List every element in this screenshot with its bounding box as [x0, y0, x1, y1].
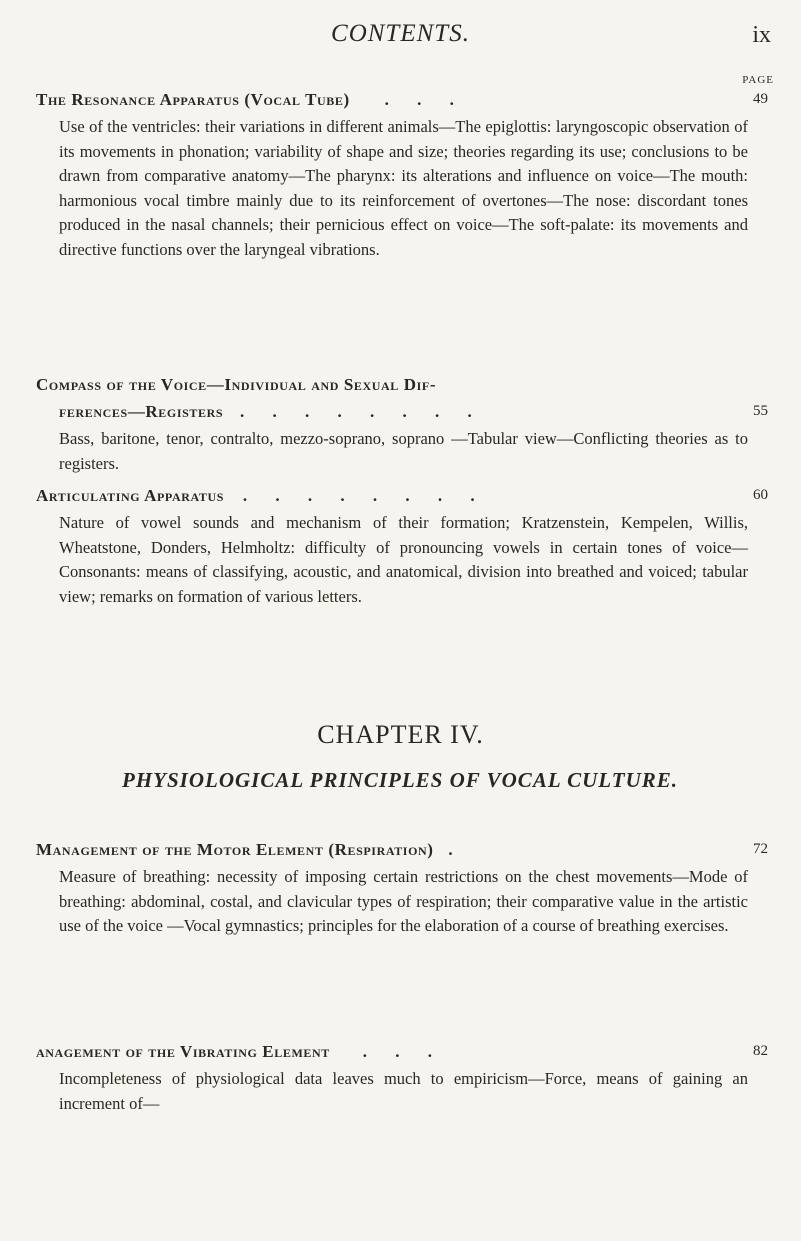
toc-entry-heading — [36, 86, 768, 113]
toc-entry-compass-of-voice — [36, 371, 768, 476]
toc-entry-heading — [36, 482, 768, 509]
toc-entry-page: 49 — [753, 91, 768, 107]
chapter-title: CHAPTER IV. — [317, 720, 484, 749]
toc-entry-title: anagement of the Vibrating Element — [36, 1042, 330, 1061]
toc-entry-description: Use of the ventricles: their variations in different animals—The epiglottis: laryngoscopic observation of its movements in phonation; variability of shape and size; theories regarding its use; conclusions to be drawn from comparative anatomy—The pharynx: its alterations and influence on voice—The mouth: harmonious vocal timbre mainly due to its reinforcement of overtones—The nose: discordant tones produced in the nasal channels; their pernicious effect on voice—The soft-palate: its movements and directive functions over the laryngeal vibrations. — [59, 117, 748, 259]
running-head — [0, 20, 801, 56]
toc-entry-title: The Resonance Apparatus (Vocal Tube) — [36, 90, 350, 109]
toc-entry-articulating-apparatus — [36, 482, 768, 609]
toc-entry-page: 82 — [753, 1043, 768, 1059]
page-column-label: PAGE — [742, 74, 774, 86]
toc-entry-title: Articulating Apparatus — [36, 486, 224, 505]
running-title: CONTENTS. — [331, 20, 470, 47]
toc-entry-description: Nature of vowel sounds and mechanism of their formation; Kratzenstein, Kempelen, Willis, Wheatstone, Donders, Helmholtz: difficulty of pronouncing vowels in certain tones of voice—Consonants: means of classifying, acoustic, and anatomical, division into breathed and voiced; tabular view; remarks on formation of various letters. — [59, 513, 748, 606]
page-number: ix — [752, 22, 771, 48]
toc-entry-vibrating-element — [36, 1038, 768, 1116]
toc-entry-heading — [36, 371, 768, 425]
toc-entry-motor-element — [36, 836, 768, 939]
chapter-subtitle: PHYSIOLOGICAL PRINCIPLES OF VOCAL CULTURE. — [122, 768, 678, 792]
toc-entry-heading — [36, 1038, 768, 1065]
toc-entry-description: Incompleteness of physiological data leaves much to empiricism—Force, means of gaining an increment of— — [59, 1069, 748, 1113]
toc-entry-title-line1: Compass of the Voice—Individual and Sexual Dif- — [36, 375, 437, 394]
dot-leader: . — [448, 840, 465, 859]
toc-entry-page: 72 — [753, 841, 768, 857]
toc-entry-page: 60 — [753, 487, 768, 503]
dot-leader: . . . . . . . . — [242, 486, 487, 505]
toc-entry-description: Bass, baritone, tenor, contralto, mezzo-soprano, soprano —Tabular view—Conflicting theories as to registers. — [59, 429, 748, 473]
toc-entry-heading — [36, 836, 768, 863]
toc-entry-resonance-apparatus — [36, 86, 768, 263]
toc-entry-title-line2: ferences—Registers — [59, 402, 224, 421]
toc-entry-description: Measure of breathing: necessity of imposing certain restrictions on the chest movements—Mode of breathing: abdominal, costal, and clavicular types of respiration; their comparative value in the artistic use of the voice —Vocal gymnastics; principles for the elaboration of a course of breathing exercises. — [59, 867, 748, 936]
toc-entry-title: Management of the Motor Element (Respiration) — [36, 840, 434, 859]
dot-leader: . . . . . . . . — [239, 402, 484, 421]
toc-entry-page: 55 — [753, 403, 768, 419]
dot-leader: . . . — [384, 90, 466, 109]
dot-leader: . . . — [362, 1042, 444, 1061]
